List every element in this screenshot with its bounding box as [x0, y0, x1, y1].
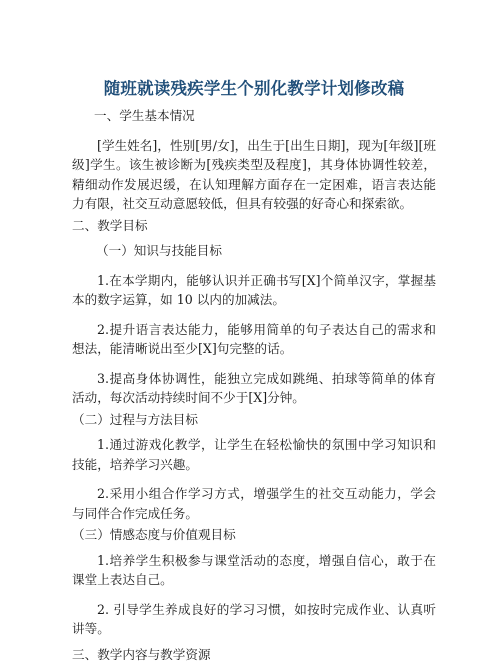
section-heading-student-info: 一、学生基本情况 [72, 106, 436, 126]
document-title: 随班就读残疾学生个别化教学计划修改稿 [72, 78, 436, 100]
goal-paragraph: 1.在本学期内，能够认识并正确书写[X]个简单汉字，掌握基本的数字运算，如 10 以内的加减法。 [72, 271, 436, 310]
section-heading-content-resources: 三、教学内容与教学资源 [72, 645, 436, 664]
goal-paragraph: 2. 引导学生养成良好的学习习惯，如按时完成作业、认真听讲等。 [72, 600, 436, 639]
student-info-paragraph: [学生姓名]，性别[男/女]，出生于[出生日期]，现为[年级][班级]学生。该生被诊断为[残疾类型及程度]，其身体协调性较差，精细动作发展迟缓，在认知理解方面存在一定困难，语言表达能力有限，社交互动意愿较低，但具有较强的好奇心和探索欲。 [72, 136, 436, 214]
goal-paragraph: 2.采用小组合作学习方式，增强学生的社交互动能力，学会与同伴合作完成任务。 [72, 484, 436, 523]
goal-paragraph: 1.通过游戏化教学，让学生在轻松愉快的氛围中学习知识和技能，培养学习兴趣。 [72, 435, 436, 474]
goal-paragraph: 3.提高身体协调性，能独立完成如跳绳、拍球等简单的体育活动，每次活动持续时间不少于[X]分钟。 [72, 369, 436, 408]
goal-paragraph: 1.培养学生积极参与课堂活动的态度，增强自信心，敢于在课堂上表达自己。 [72, 551, 436, 590]
section-heading-teaching-goals: 二、教学目标 [72, 216, 436, 236]
subsection-heading-process-methods: （二）过程与方法目标 [72, 410, 436, 430]
goal-paragraph: 2.提升语言表达能力，能够用简单的句子表达自己的需求和想法，能清晰说出至少[X]句完整的话。 [72, 320, 436, 359]
subsection-heading-knowledge-skills: （一）知识与技能目标 [72, 241, 436, 261]
subsection-heading-emotion-values: （三）情感态度与价值观目标 [72, 525, 436, 545]
